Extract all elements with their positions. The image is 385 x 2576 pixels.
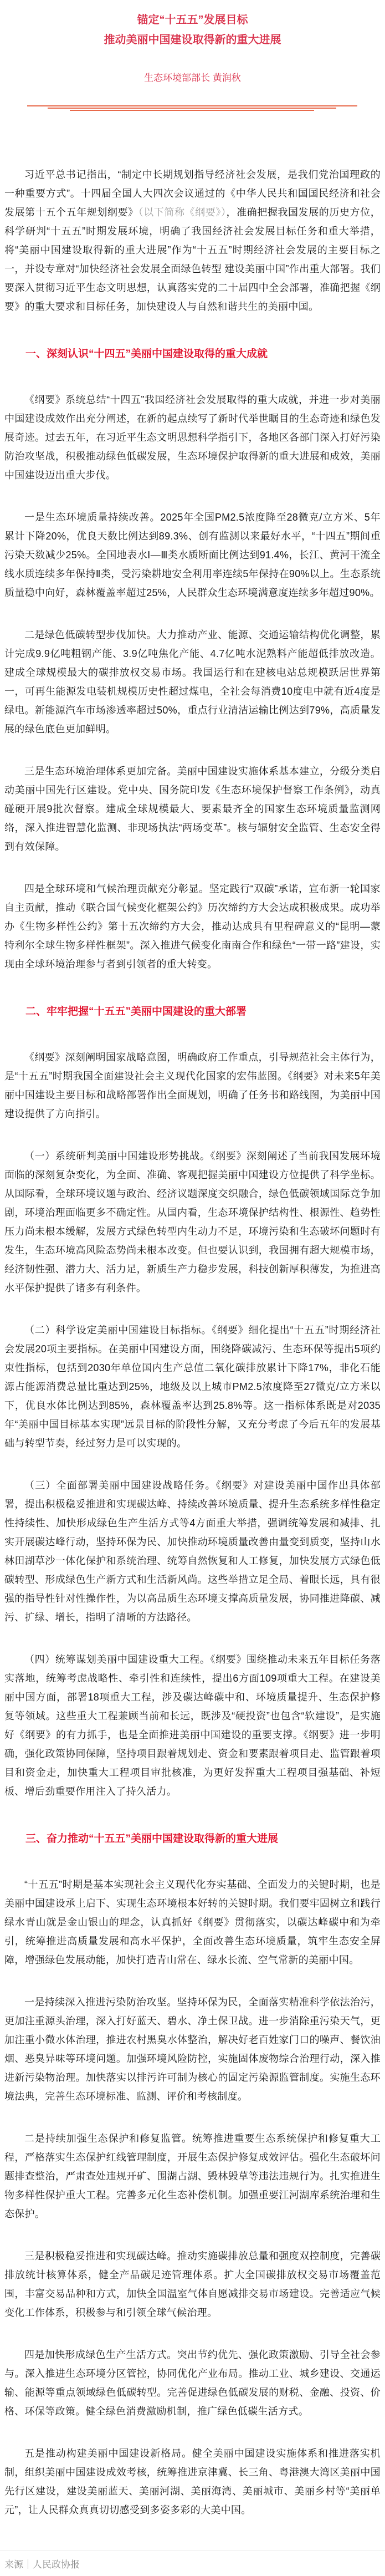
intro-text-rest: ，准确把握我国发展的历史方位，科学研判“十五五”时期发展环境，明确了我国经济社会发展目标任务和重大举措，将“美丽中国建设取得新的重大进展”作为“十五五”时期经济社会发展的主要目标之一，并设专章对“加快经济社会发展全面绿色转型 建设美丽中国”作出重大部署。我们要深入贯彻习近平生态文明思想，认真落实党的二十届四中全会部署，准确把握《纲要》的重大要求和目标任务，加快建设人与自然和谐共生的美丽中国。 [4,207,381,312]
intro-paragraph [4,165,381,316]
title-line-1: 锚定“十五五”发展目标 [137,14,248,26]
divider-line-2 [48,108,336,109]
section-2-paragraph-1: 《纲要》深刻阐明国家战略意图，明确政府工作重点，引导规范社会主体行为，是“十五五”时期我国全面建设社会主义现代化国家的宏伟蓝图。《纲要》对未来5年美丽中国建设主要目标和战略部署作出全面规划，明确了任务书和路线图，为美丽中国建设提供了方向指引。 [4,1052,381,1119]
section-2-paragraph-2: （一）系统研判美丽中国建设形势挑战。《纲要》深刻阐述了当前我国发展环境面临的深刻复杂变化，为全面、准确、客观把握美丽中国建设方位提供了科学坐标。从国际看，全球环境议题与政治、经济议题深度交织融合，绿色低碳领域国际竞争加剧，环境治理面临更多不确定性。从国内看，生态环境保护结构性、根源性、趋势性压力尚未根本缓解，发展方式绿色转型内生动力不足，环境污染和生态破坏问题时有发生，生态环境高风险态势尚未根本改变。但也要认识到，我国拥有超大规模市场，经济韧性强、潜力大、活力足，新质生产力稳步发展，科技创新厚积薄发，为推进高水平保护提供了诸多有利条件。 [4,1150,381,1294]
section-1-paragraph-2: 一是生态环境质量持续改善。2025年全国PM2.5浓度降至28微克/立方米、5年累计下降20%，优良天数比例达到89.3%、创有监测以来最好水平，“十四五”期间重污染天数减少25%。全国地表水Ⅰ—Ⅲ类水质断面比例达到91.4%，长江、黄河干流全线水质连续多年保持Ⅱ类，受污染耕地安全利用率连续5年保持在90%以上。生态系统质量稳中向好，森林覆盖率超过25%，人民群众生态环境满意度连续多年超过90%。 [4,512,381,598]
section-3-paragraph-3: 二是持续加强生态保护和修复监管。统筹推进重要生态系统保护和修复重大工程，严格落实生态保护红线管理制度，开展生态保护修复成效评估。强化生态破坏问题排查整治，严肃查处违规开矿、围湖占湖、毁林毁草等违法违规行为。扎实推进生物多样性保护重大工程。完善多元化生态补偿机制。加强重要江河湖库系统治理和生态保护。 [4,2133,381,2219]
author-line: 生态环境部部长 黄润秋 [144,73,241,83]
section-1-paragraph-4: 三是生态环境治理体系更加完备。美丽中国建设实施体系基本建立，分级分类启动美丽中国先行区建设。党中央、国务院印发《生态环境保护督察工作条例》，动真碰硬开展9批次督察。建成全球规模最大、要素最齐全的国家生态环境质量监测网络，深入推进智慧化监测、非现场执法“两场变革”。核与辐射安全监管、生态安全得到有效保障。 [4,766,381,852]
section-3-paragraph-1: “十五五”时期是基本实现社会主义现代化夯实基础、全面发力的关键时期，也是美丽中国建设承上启下、实现生态环境根本好转的关键时期。我们要牢固树立和践行绿水青山就是金山银山的理念，认真抓好《纲要》贯彻落实，以碳达峰碳中和为牵引，统筹推进高质量发展和高水平保护，全面改善生态环境质量，筑牢生态安全屏障，增强绿色发展动能，加快打造青山常在、绿水长流、空气常新的美丽中国。 [4,1879,381,1966]
section-3-paragraph-6: 五是推动构建美丽中国建设新格局。健全美丽中国建设实施体系和推进落实机制，组织美丽中国建设成效考核，统筹推进京津冀、长三角、粤港澳大湾区美丽中国先行区建设，建设美丽蓝天、美丽河湖、美丽海湾、美丽城市、美丽乡村等“美丽单元”，让人民群众真真切切感受到多姿多彩的大美中国。 [4,2448,381,2516]
article-body [0,165,385,2519]
section-1-heading: 一、深刻认识“十四五”美丽中国建设取得的重大成就 [25,348,268,360]
source-line: 来源｜人民政协报 [4,2559,80,2570]
section-2-paragraph-4: （三）全面部署美丽中国建设战略任务。《纲要》对建设美丽中国作出具体部署，提出积极稳妥推进和实现碳达峰、持续改善环境质量、提升生态系统多样性稳定性持续性、加快形成绿色生产生活方式等4方面重大举措，强调统筹发展和减排、扎实开展碳达峰行动，坚持环保为民、加快推动环境质量改善由量变到质变，坚持山水林田湖草沙一体化保护和系统治理、统筹自然恢复和人工修复，加快发展方式绿色低碳转型、形成绿色生产新方式和生活新风尚。这些举措立足全局、着眼长远，具有很强的指导性针对性操作性，为以高品质生态环境支撑高质量发展，协同推进降碳、减污、扩绿、增长，指明了清晰的方法路径。 [4,1480,381,1623]
footer [0,2550,385,2576]
intro-text-lead: 习近平总书记指出，“制定中长期规划指导经济社会发展，是我们党治国理政的一种重要方式”。十四届全国人大四次会议通过的《中华人民共和国国民经济和社会发展第十五个五年规划纲要》 [4,169,381,218]
section-1-paragraph-3: 二是绿色低碳转型步伐加快。大力推动产业、能源、交通运输结构优化调整，累计完成9.9亿吨粗钢产能、3.9亿吨焦化产能、4.7亿吨水泥熟料产能超低排放改造。建成全球规模最大的碳排放权交易市场。我国运行和在建核电站总规模跃居世界第一，可再生能源发电装机规模历史性超过煤电，全社会每消费10度电中就有近4度是绿电。新能源汽车市场渗透率超过50%，重点行业清洁运输比例达到79%，高质量发展的绿色底色更加鲜明。 [4,629,381,735]
article-title [0,0,385,50]
section-3-paragraph-4: 三是积极稳妥推进和实现碳达峰。推动实施碳排放总量和强度双控制度，完善碳排放统计核算体系，健全产品碳足迹管理体系。扩大全国碳排放权交易市场覆盖范围，丰富交易品种和方式，加快全国温室气体自愿减排交易市场建设。完善适应气候变化工作体系，积极参与和引领全球气候治理。 [4,2251,381,2318]
section-3-paragraph-5: 四是加快形成绿色生产生活方式。突出节约优先、强化政策激励、引导全社会参与。深入推进生态环境分区管控，协同优化产业布局。推动工业、城乡建设、交通运输、能源等重点领域绿色低碳转型。完善促进绿色低碳发展的财税、金融、投资、价格、环保等政策。健全绿色消费激励机制，推广绿色低碳生活方式。 [4,2349,381,2417]
decorative-divider [0,105,385,111]
section-1-paragraph-5: 四是全球环境和气候治理贡献充分彰显。坚定践行“双碳”承诺，宣布新一轮国家自主贡献，推动《联合国气候变化框架公约》历次缔约方大会达成积极成果。成功举办《生物多样性公约》第十五次缔约方大会，推动达成具有里程碑意义的“昆明—蒙特利尔全球生物多样性框架”。深入推进气候变化南南合作和绿色“一带一路”建设，实现由全球环境治理参与者到引领者的重大转变。 [4,883,381,970]
section-3-paragraph-2: 一是持续深入推进污染防治攻坚。坚持环保为民，全面落实精准科学依法治污，更加注重源头治理，深入打好蓝天、碧水、净土保卫战。进一步消除重污染天气，更加注重小微水体治理，推进农村黑臭水体整治，解决好老百姓家门口的噪声、餐饮油烟、恶臭异味等环境问题。加强环境风险防控，实施固体废物综合治理行动，深入推进新污染物治理。加快落实以排污许可制为核心的固定污染源监管制度。实施生态环境法典，完善生态环境标准、监测、评价和考核制度。 [4,1997,381,2102]
section-1-paragraph-1: 《纲要》系统总结“十四五”我国经济社会发展取得的重大成就，并进一步对美丽中国建设成效作出充分阐述，在新的起点续写了新时代举世瞩目的生态奇迹和绿色发展奇迹。过去五年，在习近平生态文明思想科学指引下，各地区各部门深入打好污染防治攻坚战，积极推动绿色低碳发展，生态环境保护取得新的重大进展和成效，美丽中国建设迈出重大步伐。 [4,394,381,481]
divider-line-3 [70,110,314,111]
section-2-paragraph-5: （四）统筹谋划美丽中国建设重大工程。《纲要》围绕推动未来五年目标任务落实落地，统筹考虑战略性、牵引性和连续性，提出6方面109项重大工程。在建设美丽中国方面，部署18项重大工程，涉及碳达峰碳中和、环境质量提升、生态保护修复等领域。这些重大工程兼顾当前和长远，既涉及“硬投资”也包含“软建设”，是实施好《纲要》的有力抓手，也是全面推进美丽中国建设的重要支撑。《纲要》进一步明确，强化政策协同保障，坚持项目跟着规划走、资金和要素跟着项目走、监管跟着项目和资金走，加快重大工程项目审批核准，为更好发挥重大工程项目强基础、补短板、增后劲重要作用注入了持久活力。 [4,1654,381,1797]
divider-line-1 [27,105,357,106]
section-2-heading: 二、牢牢把握“十五五”美丽中国建设的重大部署 [25,1006,247,1017]
title-line-2: 推动美丽中国建设取得新的重大进展 [104,34,281,46]
section-2-paragraph-3: （二）科学设定美丽中国建设目标指标。《纲要》细化提出“十五五”时期经济社会发展20项主要指标。在美丽中国建设方面，围绕降碳减污、生态环保等提出5项约束性指标，包括到2030年单位国内生产总值二氧化碳排放累计下降17%，非化石能源占能源消费总量比重达到25%，地级及以上城市PM2.5浓度降至27微克/立方米以下，优良水体比例达到85%，森林覆盖率达到25.8%等。这一指标体系既是对2035年“美丽中国目标基本实现”远景目标的阶段性分解，又充分考虑了今后五年的发展基础与转型节奏，经过努力是可以实现的。 [4,1325,381,1449]
section-3-heading: 三、奋力推动“十五五”美丽中国建设取得新的重大进展 [25,1833,279,1845]
intro-muted-note: （以下简称《纲要》） [138,207,227,218]
